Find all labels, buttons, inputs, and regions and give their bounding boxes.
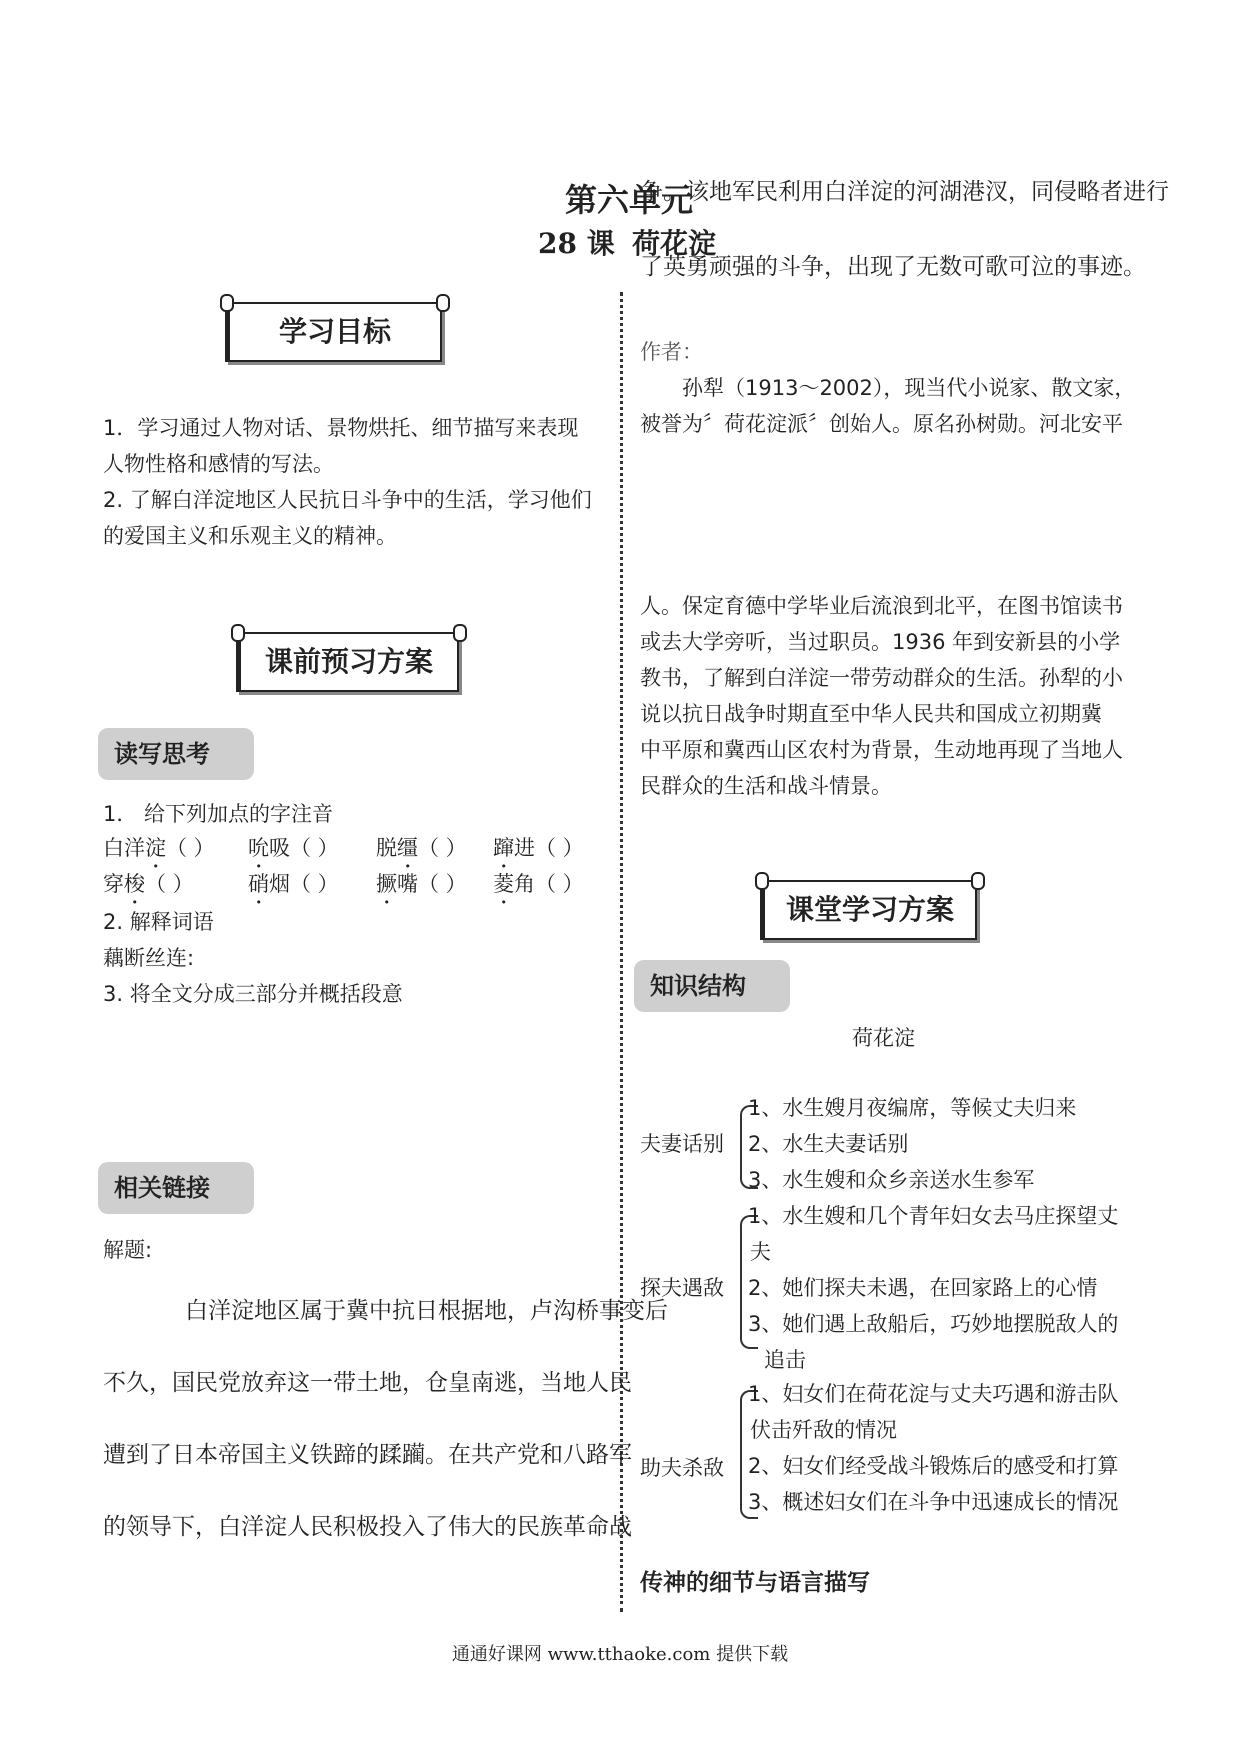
structure-item: 追击	[764, 1348, 806, 1372]
jieti-label: 解题:	[103, 1238, 153, 1262]
goal-1-line-2: 人物性格和感情的写法。	[103, 452, 334, 476]
group-label-3: 助夫杀敌	[640, 1456, 724, 1480]
column-divider	[620, 292, 623, 1612]
phonetic-item: 撅嘴（ ）	[376, 872, 467, 896]
group-items-3	[748, 1376, 1143, 1520]
goals-list	[103, 410, 613, 554]
group-label-1: 夫妻话别	[640, 1132, 724, 1156]
preview-heading: 课前预习方案	[264, 645, 433, 678]
group-items-1	[748, 1090, 1143, 1198]
read-write-tag: 读写思考	[98, 728, 254, 780]
related-links-tag: 相关链接	[98, 1162, 254, 1214]
goals-scroll-banner	[225, 302, 442, 362]
bio-line: 或去大学旁听，当过职员。1936 年到安新县的小学	[640, 630, 1121, 654]
continued-line-1: 争。该地军民利用白洋淀的河湖港汊，同侵略者进行	[640, 179, 1169, 205]
lesson-title: 荷花淀	[632, 227, 717, 260]
author-label: 作者：	[640, 340, 703, 364]
preview-scroll-banner	[236, 632, 459, 692]
unit-title: 第六单元	[565, 181, 694, 219]
phonetic-item: 白洋淀（ ）	[103, 836, 215, 860]
background-para-line: 的领导下，白洋淀人民积极投入了伟大的民族革命战	[103, 1514, 632, 1540]
class-heading: 课堂学习方案	[785, 893, 954, 926]
structure-item: 2、妇女们经受战斗锻炼后的感受和打算	[748, 1454, 1119, 1478]
structure-item: 2、水生夫妻话别	[748, 1132, 909, 1156]
footer-credit: 通通好课网 www.tthaoke.com 提供下载	[451, 1644, 789, 1665]
question-3: 3. 将全文分成三部分并概括段意	[103, 982, 403, 1006]
structure-item: 1、水生嫂月夜编席，等候丈夫归来	[748, 1096, 1077, 1120]
goal-2-line-2: 的爱国主义和乐观主义的精神。	[103, 524, 397, 548]
goal-1-line-1: 1．学习通过人物对话、景物烘托、细节描写来表现	[103, 416, 579, 440]
goal-2-line-1: 2. 了解白洋淀地区人民抗日斗争中的生活，学习他们	[103, 488, 592, 512]
continued-line-2: 了英勇顽强的斗争，出现了无数可歌可泣的事迹。	[640, 254, 1146, 280]
background-para-line: 不久，国民党放弃这一带土地，仓皇南逃，当地人民	[103, 1370, 632, 1396]
author-line-1: 孙犁（1913～2002），现当代小说家、散文家，	[682, 376, 1136, 400]
structure-item: 1、水生嫂和几个青年妇女去马庄探望丈	[748, 1204, 1119, 1228]
question-2-word: 藕断丝连:	[103, 946, 195, 970]
author-line-2: 被誉为〞荷花淀派〞创始人。原名孙树勋。河北安平	[640, 412, 1123, 436]
author-bio	[640, 588, 1140, 804]
structure-item: 3、概述妇女们在斗争中迅速成长的情况	[748, 1490, 1119, 1514]
bio-line: 民群众的生活和战斗情景。	[640, 774, 892, 798]
bio-line: 教书，了解到白洋淀一带劳动群众的生活。孙犁的小	[640, 666, 1123, 690]
structure-item: 1、妇女们在荷花淀与丈夫巧遇和游击队	[748, 1382, 1119, 1406]
phonetic-item: 脱缰（ ）	[376, 836, 467, 860]
goals-heading: 学习目标	[278, 315, 391, 348]
question-2: 2. 解释词语	[103, 910, 214, 934]
structure-item: 3、她们遇上敌船后，巧妙地摆脱敌人的	[748, 1312, 1119, 1336]
phonetic-item: 穿梭（ ）	[103, 872, 194, 896]
phonetic-item: 吮吸（ ）	[248, 836, 339, 860]
group-label-2: 探夫遇敌	[640, 1276, 724, 1300]
group-items-2	[748, 1198, 1143, 1378]
phonetics-row-2	[103, 866, 623, 909]
bio-line: 中平原和冀西山区农村为背景，生动地再现了当地人	[640, 738, 1123, 762]
background-para-line: 遭到了日本帝国主义铁蹄的蹂躏。在共产党和八路军	[103, 1442, 632, 1468]
phonetic-item: 硝烟（ ）	[248, 872, 339, 896]
knowledge-structure-tag: 知识结构	[634, 960, 790, 1012]
closing-heading: 传神的细节与语言描写	[640, 1570, 870, 1596]
background-para-line: 白洋淀地区属于冀中抗日根据地，卢沟桥事变后	[185, 1298, 668, 1324]
structure-item: 3、水生嫂和众乡亲送水生参军	[748, 1168, 1035, 1192]
bio-line: 说以抗日战争时期直至中华人民共和国成立初期冀	[640, 702, 1102, 726]
structure-item: 伏击歼敌的情况	[750, 1418, 897, 1442]
structure-item: 2、她们探夫未遇，在回家路上的心情	[748, 1276, 1098, 1300]
class-scroll-banner	[760, 880, 977, 940]
question-1: 1． 给下列加点的字注音	[103, 802, 334, 826]
structure-title: 荷花淀	[852, 1026, 915, 1050]
lesson-number: 28 课	[538, 227, 615, 260]
structure-item: 夫	[750, 1240, 771, 1264]
phonetic-item: 菱角（ ）	[493, 872, 584, 896]
phonetic-item: 蹿进（ ）	[493, 836, 584, 860]
bio-line: 人。保定育德中学毕业后流浪到北平，在图书馆读书	[640, 594, 1123, 618]
